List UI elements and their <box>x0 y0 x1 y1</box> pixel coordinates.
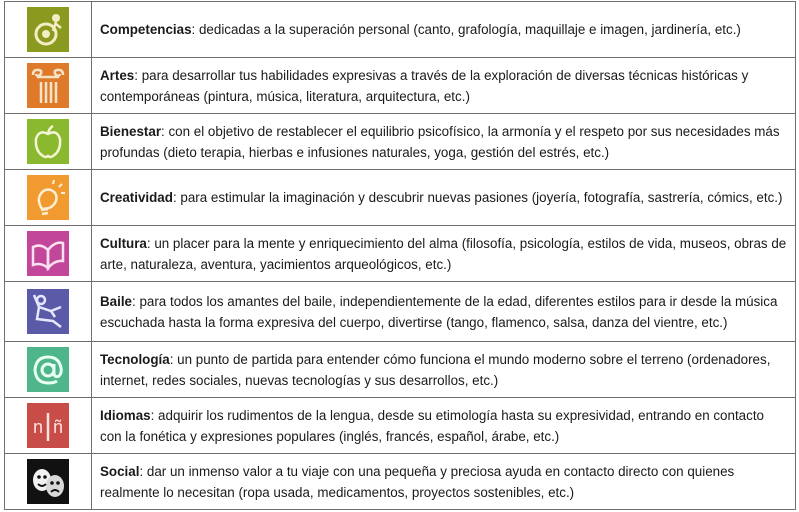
icon-cell <box>5 342 92 398</box>
table-row <box>5 2 796 58</box>
icon-cell <box>5 398 92 454</box>
icon-cell <box>5 170 92 226</box>
icon-cell <box>5 2 92 58</box>
category-title: Social <box>100 463 140 479</box>
at-sign-icon <box>27 347 69 392</box>
open-book-icon <box>27 231 69 276</box>
icon-cell <box>5 114 92 170</box>
category-title: Baile <box>100 293 133 309</box>
category-text: : dedicadas a la superación personal (canto, grafología, maquillaje e imagen, jardinería, etc.) <box>191 22 741 37</box>
category-title: Bienestar <box>100 123 162 139</box>
category-title: Idiomas <box>100 407 151 423</box>
category-description <box>92 226 796 282</box>
idiomas-left-glyph: n <box>32 417 44 437</box>
category-text: : con el objetivo de restablecer el equilibrio psicofísico, la armonía y el respeto por sus necesidades más profundas (dieto terapia, hierbas e infusiones naturales, yoga, gestión del estrés, etc.) <box>100 123 780 160</box>
table-row <box>5 58 796 114</box>
category-text: : un placer para la mente y enriquecimiento del alma (filosofía, psicología, estilos de vida, museos, obras de arte, naturaleza, aventura, yacimientos arqueológicos, etc.) <box>100 235 787 272</box>
category-text: : para estimular la imaginación y descubrir nuevas pasiones (joyería, fotografía, sastrería, cómics, etc.) <box>172 190 783 205</box>
icon-cell <box>5 226 92 282</box>
category-description <box>92 342 796 398</box>
table-row <box>5 114 796 170</box>
category-description <box>92 398 796 454</box>
lightbulb-icon <box>27 175 69 220</box>
category-text: : dar un inmenso valor a tu viaje con una pequeña y preciosa ayuda en contacto directo con quienes realmente lo necesitan (ropa usada, medicamentos, proyectos sostenibles, etc.) <box>100 463 735 500</box>
category-text: : adquirir los rudimentos de la lengua, desde su etimología hasta su expresividad, entrando en contacto con la fonética y expresiones populares (inglés, francés, español, árabe, etc.) <box>100 407 764 444</box>
category-description <box>92 170 796 226</box>
table-row <box>5 454 796 510</box>
table-row <box>5 342 796 398</box>
icon-cell <box>5 58 92 114</box>
icon-cell <box>5 454 92 510</box>
category-text: : para todos los amantes del baile, independientemente de la edad, diferentes estilos para ir desde la música escuchada hasta la forma expresiva del cuerpo, divertirse (tango, flamenco, salsa, danza del vientre, etc.) <box>100 293 778 330</box>
category-title: Artes <box>100 67 135 83</box>
ionic-column-icon <box>27 63 69 108</box>
category-title: Creatividad <box>100 190 173 205</box>
table-row <box>5 226 796 282</box>
theater-masks-icon <box>27 459 69 504</box>
dancer-icon <box>27 289 69 334</box>
category-text: : un punto de partida para entender cómo funciona el mundo moderno sobre el terreno (ordenadores, internet, redes sociales, nuevas tecnologías y sus desarrollos, etc.) <box>100 351 771 388</box>
letters-n-icon <box>27 403 69 448</box>
idiomas-right-glyph: ñ <box>52 417 64 437</box>
category-description <box>92 454 796 510</box>
categories-table <box>4 1 796 510</box>
category-title: Cultura <box>100 235 147 251</box>
category-description <box>92 114 796 170</box>
category-title: Competencias <box>100 22 192 37</box>
category-description <box>92 282 796 342</box>
target-person-icon <box>27 7 69 52</box>
category-description <box>92 2 796 58</box>
table-row <box>5 398 796 454</box>
table-row <box>5 170 796 226</box>
category-title: Tecnología <box>100 351 170 367</box>
apple-icon <box>27 119 69 164</box>
category-description <box>92 58 796 114</box>
table-row <box>5 282 796 342</box>
icon-cell <box>5 282 92 342</box>
category-text: : para desarrollar tus habilidades expresivas a través de la exploración de diversas técnicas históricas y contemporáneas (pintura, música, literatura, arquitectura, etc.) <box>100 67 749 104</box>
